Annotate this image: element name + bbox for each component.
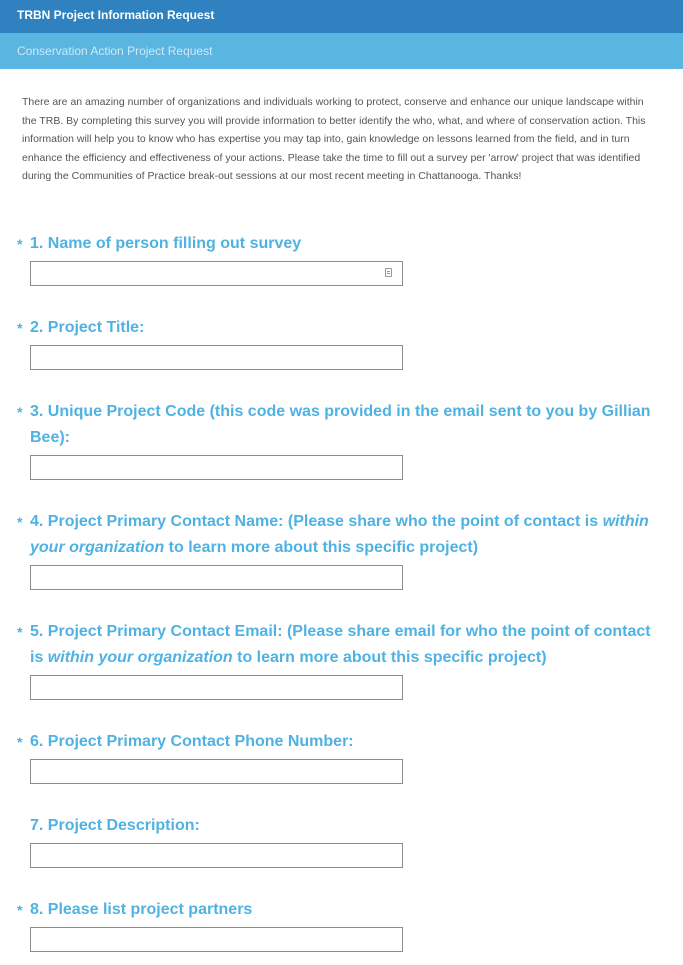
contact-card-icon[interactable] <box>385 268 392 277</box>
required-marker: * <box>17 404 23 420</box>
question-6-label <box>17 729 667 755</box>
question-2-label <box>17 315 667 341</box>
survey-page-title: Conservation Action Project Request <box>17 44 213 58</box>
question-6-text: 6. Project Primary Contact Phone Number: <box>30 733 354 750</box>
required-marker: * <box>17 624 23 640</box>
required-marker: * <box>17 514 23 530</box>
required-marker: * <box>17 236 23 252</box>
question-7-text: 7. Project Description: <box>30 817 200 834</box>
question-7-input[interactable] <box>30 843 403 868</box>
question-1-input[interactable] <box>30 261 403 286</box>
question-4-label <box>17 509 667 561</box>
question-5-input[interactable] <box>30 675 403 700</box>
question-7-label <box>17 813 667 839</box>
intro-text: There are an amazing number of organizations and individuals working to protect, conserve and enhance our unique landscape within the TRB. By completing this survey you will provide information to better identify the who, what, and where of conservation action. This information will help you to know who has expertise you may tap into, gain knowledge on lessons learned from the field, and in turn enhance the efficiency and effectiveness of your actions. Please take the time to fill out a survey per 'arrow' project that was identified during the Communities of Practice break-out sessions at our most recent meeting in Chattanooga. Thanks! <box>22 96 646 182</box>
survey-page-title-bar <box>0 33 683 69</box>
question-6-input[interactable] <box>30 759 403 784</box>
question-5-label <box>17 619 667 671</box>
question-8-input[interactable] <box>30 927 403 952</box>
survey-title-bar <box>0 0 683 33</box>
question-3-input[interactable] <box>30 455 403 480</box>
required-marker: * <box>17 320 23 336</box>
question-1-label <box>17 231 667 257</box>
question-8-text: 8. Please list project partners <box>30 901 253 918</box>
required-marker: * <box>17 734 23 750</box>
question-5-text: 5. Project Primary Contact Email: (Please share email for who the point of contact is within your organization to learn more about this specific project) <box>30 623 651 666</box>
question-3-label <box>17 399 667 451</box>
question-4-input[interactable] <box>30 565 403 590</box>
survey-title: TRBN Project Information Request <box>17 8 215 22</box>
question-8-label <box>17 897 667 923</box>
question-2-input[interactable] <box>30 345 403 370</box>
question-4-text: 4. Project Primary Contact Name: (Please share who the point of contact is within your organization to learn more about this specific project) <box>30 513 649 556</box>
question-2-text: 2. Project Title: <box>30 319 145 336</box>
required-marker: * <box>17 902 23 918</box>
question-3-text: 3. Unique Project Code (this code was provided in the email sent to you by Gillian Bee): <box>30 403 651 446</box>
question-1-text: 1. Name of person filling out survey <box>30 235 302 252</box>
